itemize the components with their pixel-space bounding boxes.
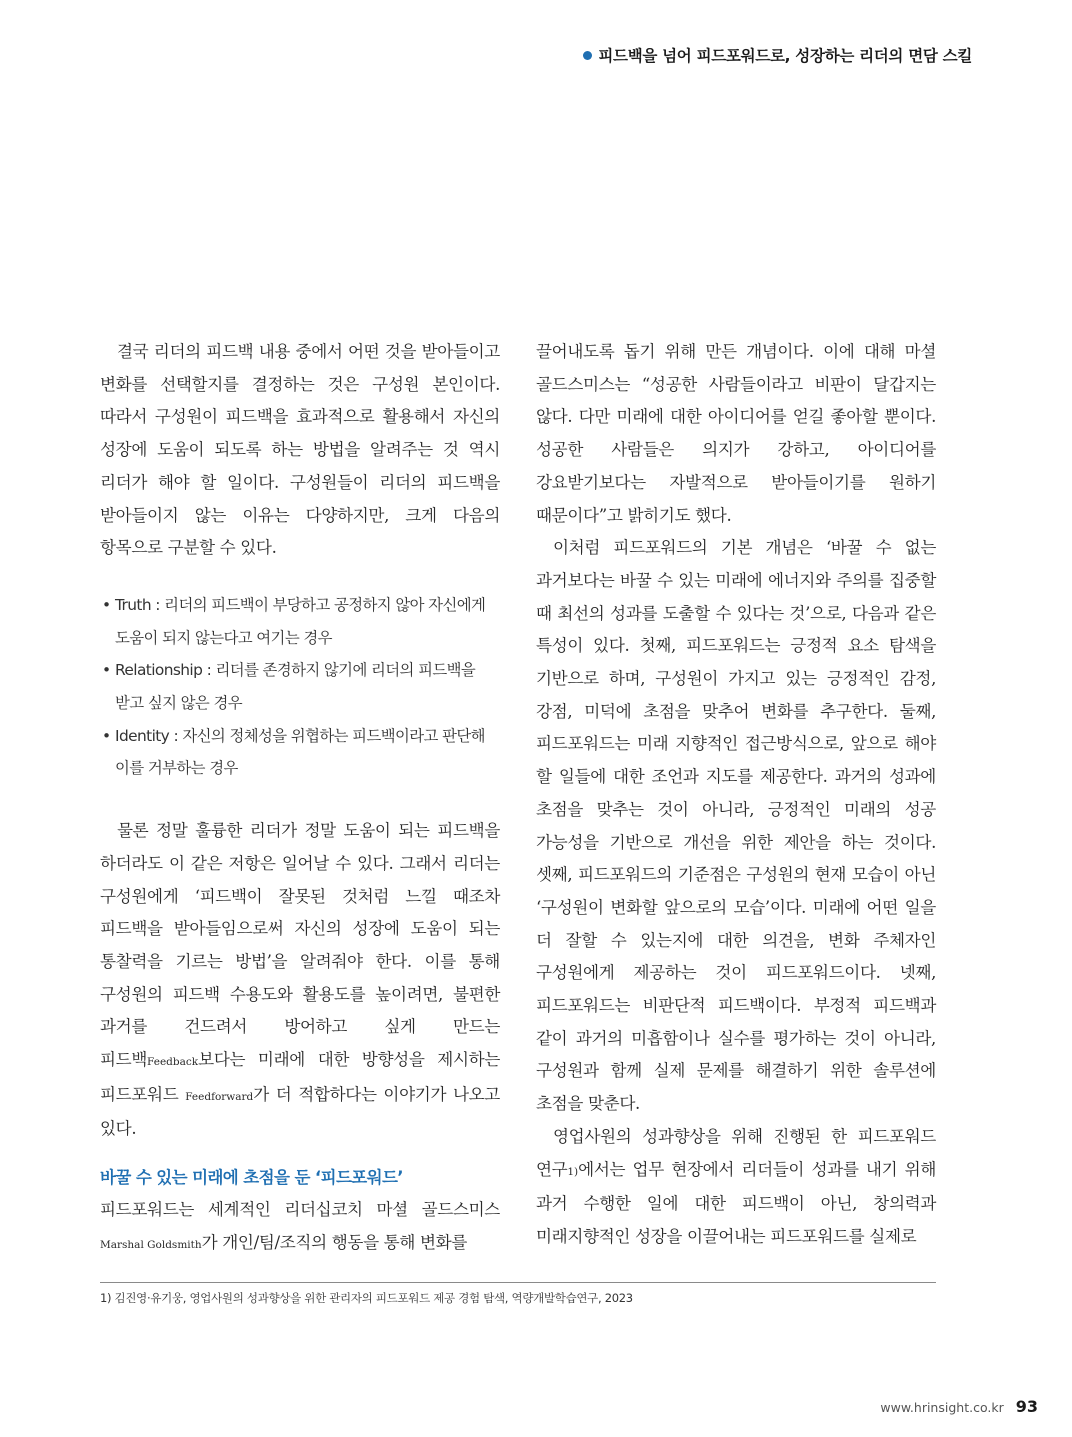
page-number: 93	[1015, 1397, 1038, 1416]
body-paragraph: 피드포워드는 세계적인 리더십코치 마셜 골드스미스 Marshal Goldsmith가 개인/팀/조직의 행동을 통해 변화를	[100, 1200, 500, 1252]
bullet-item-truth: • Truth : 리더의 피드백이 부당하고 공정하지 않아 자신에게 도움이 되지 않는다고 여기는 경우	[100, 589, 500, 654]
english-term-feedback: Feedback	[147, 1056, 199, 1069]
footnote: 1) 김진영·유기웅, 영업사원의 성과향상을 위한 관리자의 피드포워드 제공 경험 탐색, 역량개발학습연구, 2023	[100, 1291, 633, 1305]
english-name-goldsmith: Marshal Goldsmith	[100, 1238, 202, 1251]
english-term-feedforward: Feedforward	[185, 1090, 254, 1103]
running-header	[583, 44, 972, 66]
body-paragraph: 끌어내도록 돕기 위해 만든 개념이다. 이에 대해 마셜 골드스미스는 “성공한 사람들이라고 비판이 달갑지는 않다. 다만 미래에 대한 아이디어를 얻길 좋아할 뿐이다. 성공한 사람들은 의지가 강하고, 아이디어를 강요받기보다는 자발적으로 받아들이기를 원하기 때문이다”고 밝히기도 했다.	[536, 342, 936, 525]
section-subheading: 바꿀 수 있는 미래에 초점을 둔 ‘피드포워드’	[100, 1168, 403, 1188]
bullet-item-identity: • Identity : 자신의 정체성을 위협하는 피드백이라고 판단해 이를 거부하는 경우	[100, 720, 500, 785]
bullet-dot-icon	[583, 51, 592, 60]
right-column	[536, 336, 936, 1254]
website-url: www.hrinsight.co.kr	[880, 1400, 1004, 1415]
body-paragraph: 물론 정말 훌륭한 리더가 정말 도움이 되는 피드백을 하더라도 이 같은 저항은 일어날 수 있다. 그래서 리더는 구성원에게 ‘피드백이 잘못된 것처럼 느낄 때조차 피드백을 받아들임으로써 자신의 성장에 도움이 되는 통찰력을 기르는 방법’을 알려줘야 한다. 이를 통해 구성원의 피드백 수용도와 활용도를 높이려면, 불편한 과거를 건드려서 방어하고 싶게 만드는 피드백Feedback보다는 미래에 대한 방향성을 제시하는 피드포워드 Feedforward가 더 적합하다는 이야기가 나오고 있다.	[100, 821, 500, 1139]
footnote-divider	[100, 1282, 936, 1283]
bullet-list	[100, 589, 500, 785]
running-header-title: 피드백을 넘어 피드포워드로, 성장하는 리더의 면담 스킬	[598, 47, 972, 65]
left-column	[100, 336, 500, 1262]
page-footer	[880, 1397, 1038, 1416]
bullet-item-relationship: • Relationship : 리더를 존경하지 않기에 리더의 피드백을 받고 싶지 않은 경우	[100, 654, 500, 719]
footnote-reference: 1)	[567, 1165, 579, 1178]
body-paragraph: 영업사원의 성과향상을 위해 진행된 한 피드포워드 연구1)에서는 업무 현장에서 리더들이 성과를 내기 위해 과거 수행한 일에 대한 피드백이 아닌, 창의력과 미래지향적인 성장을 이끌어내는 피드포워드를 실제로	[536, 1126, 936, 1246]
body-paragraph: 결국 리더의 피드백 내용 중에서 어떤 것을 받아들이고 변화를 선택할지를 결정하는 것은 구성원 본인이다. 따라서 구성원이 피드백을 효과적으로 활용해서 자신의 성장에 도움이 되도록 하는 방법을 알려주는 것 역시 리더가 해야 할 일이다. 구성원들이 리더의 피드백을 받아들이지 않는 이유는 다양하지만, 크게 다음의 항목으로 구분할 수 있다.	[100, 342, 500, 558]
body-paragraph: 이처럼 피드포워드의 기본 개념은 ‘바꿀 수 없는 과거보다는 바꿀 수 있는 미래에 에너지와 주의를 집중할 때 최선의 성과를 도출할 수 있다는 것’으로, 다음과 같은 특성이 있다. 첫째, 피드포워드는 긍정적 요소 탐색을 기반으로 하며, 구성원이 가지고 있는 긍정적인 감정, 강점, 미덕에 초점을 맞추어 변화를 추구한다. 둘째, 피드포워드는 미래 지향적인 접근방식으로, 앞으로 해야 할 일들에 대한 조언과 지도를 제공한다. 과거의 성과에 초점을 맞추는 것이 아니라, 긍정적인 미래의 성공 가능성을 기반으로 개선을 위한 제안을 하는 것이다. 셋째, 피드포워드의 기준점은 구성원의 현재 모습이 아닌 ‘구성원이 변화할 앞으로의 모습’이다. 미래에 어떤 일을 더 잘할 수 있는지에 대한 의견을, 변화 주체자인 구성원에게 제공하는 것이 피드포워드이다. 넷째, 피드포워드는 비판단적 피드백이다. 부정적 피드백과 같이 과거의 미흡함이나 실수를 평가하는 것이 아니라, 구성원과 함께 실제 문제를 해결하기 위한 솔루션에 초점을 맞춘다.	[536, 538, 936, 1114]
